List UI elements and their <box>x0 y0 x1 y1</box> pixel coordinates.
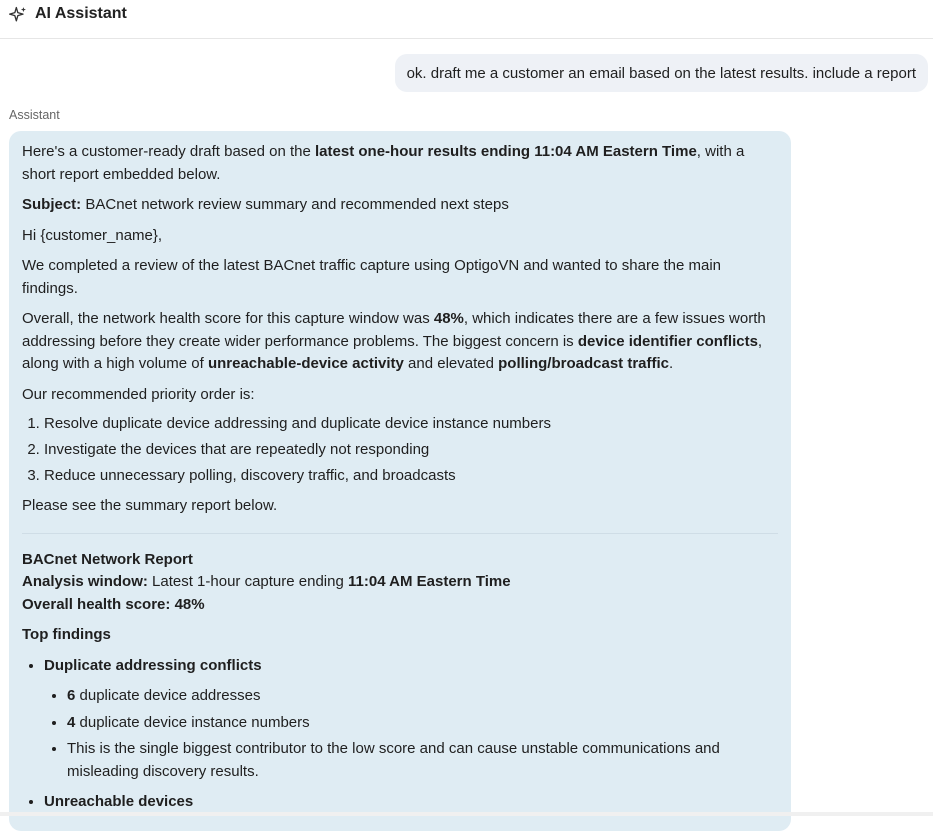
priority-item: 3. Reduce unnecessary polling, discovery traffic, and broadcasts <box>44 465 778 487</box>
finding-title: Duplicate addressing conflicts <box>44 656 262 674</box>
intro-text-end: , with a short report embedded below. <box>22 143 745 183</box>
intro-bold: latest one-hour results ending 11:04 AM Eastern Time <box>315 143 697 160</box>
subject-text: BACnet network review summary and recommended next steps <box>81 196 509 213</box>
sparkle-icon <box>8 5 28 25</box>
finding-details <box>44 685 778 783</box>
finding-detail <box>67 738 778 783</box>
see-report-text: Please see the summary report below. <box>22 497 278 514</box>
unreachable-bold: unreachable-device activity <box>207 355 404 372</box>
subject-label: Subject: <box>22 196 82 213</box>
email-paragraph-2 <box>22 308 778 376</box>
finding-detail <box>67 712 778 735</box>
top-findings-heading <box>22 624 778 647</box>
finding-item <box>44 655 778 784</box>
para2-text: . <box>669 355 674 372</box>
email-subject <box>22 194 778 217</box>
detail-text: duplicate device addresses <box>75 687 261 704</box>
window-label: Analysis window: <box>22 573 148 590</box>
assistant-role-label: Assistant <box>9 108 60 122</box>
priority-list <box>22 413 778 487</box>
para2-text: , which indicates there are a few issues worth addressing before they create wider performance problems. The biggest concern is <box>22 310 766 350</box>
report-title-text: BACnet Network Report <box>22 550 193 568</box>
health-text: Overall health score: 48% <box>22 595 205 613</box>
top-findings-text: Top findings <box>22 626 111 643</box>
priority-item: 1. Resolve duplicate device addressing and duplicate device instance numbers <box>44 413 778 435</box>
app-title: AI Assistant <box>35 5 127 22</box>
email-greeting: Hi {customer_name}, <box>22 226 163 244</box>
para2-text: and elevated <box>403 355 499 372</box>
report-window <box>22 571 778 594</box>
report-section <box>22 549 778 814</box>
window-time: 11:04 AM Eastern Time <box>348 573 511 590</box>
finding-detail <box>67 685 778 708</box>
priority-item: 2. Investigate the devices that are repeatedly not responding <box>44 439 778 461</box>
health-score-bold: 48% <box>433 310 464 327</box>
email-paragraph-1: We completed a review of the latest BACnet traffic capture using OptigoVN and wanted to share the main findings. <box>22 257 721 297</box>
findings-list <box>22 655 778 814</box>
traffic-bold: polling/broadcast traffic <box>498 355 669 372</box>
user-message-bubble <box>395 54 928 92</box>
detail-text: This is the single biggest contributor to the low score and can cause unstable communications and misleading discovery results. <box>67 740 720 780</box>
finding-title: Unreachable devices <box>44 793 194 810</box>
report-title <box>22 549 778 572</box>
user-message-text: ok. draft me a customer an email based on the latest results. include a report <box>406 64 916 82</box>
window-text: Latest 1-hour capture ending <box>147 573 348 590</box>
detail-count: 4 <box>67 713 76 731</box>
para2-text: , along with a high volume of <box>22 332 763 372</box>
detail-count: 6 <box>67 687 76 704</box>
app-header <box>0 0 933 39</box>
finding-item <box>44 791 778 814</box>
para2-text: Overall, the network health score for this capture window was <box>22 310 434 327</box>
assistant-message-bubble <box>9 131 791 831</box>
reply-intro <box>22 141 778 186</box>
intro-text: Here's a customer-ready draft based on the <box>22 143 316 160</box>
divider <box>22 533 778 534</box>
bottom-edge <box>0 812 933 816</box>
detail-text: duplicate device instance numbers <box>75 713 310 731</box>
priority-intro: Our recommended priority order is: <box>22 385 255 403</box>
concern-bold: device identifier conflicts <box>577 332 758 350</box>
report-health <box>22 594 778 617</box>
